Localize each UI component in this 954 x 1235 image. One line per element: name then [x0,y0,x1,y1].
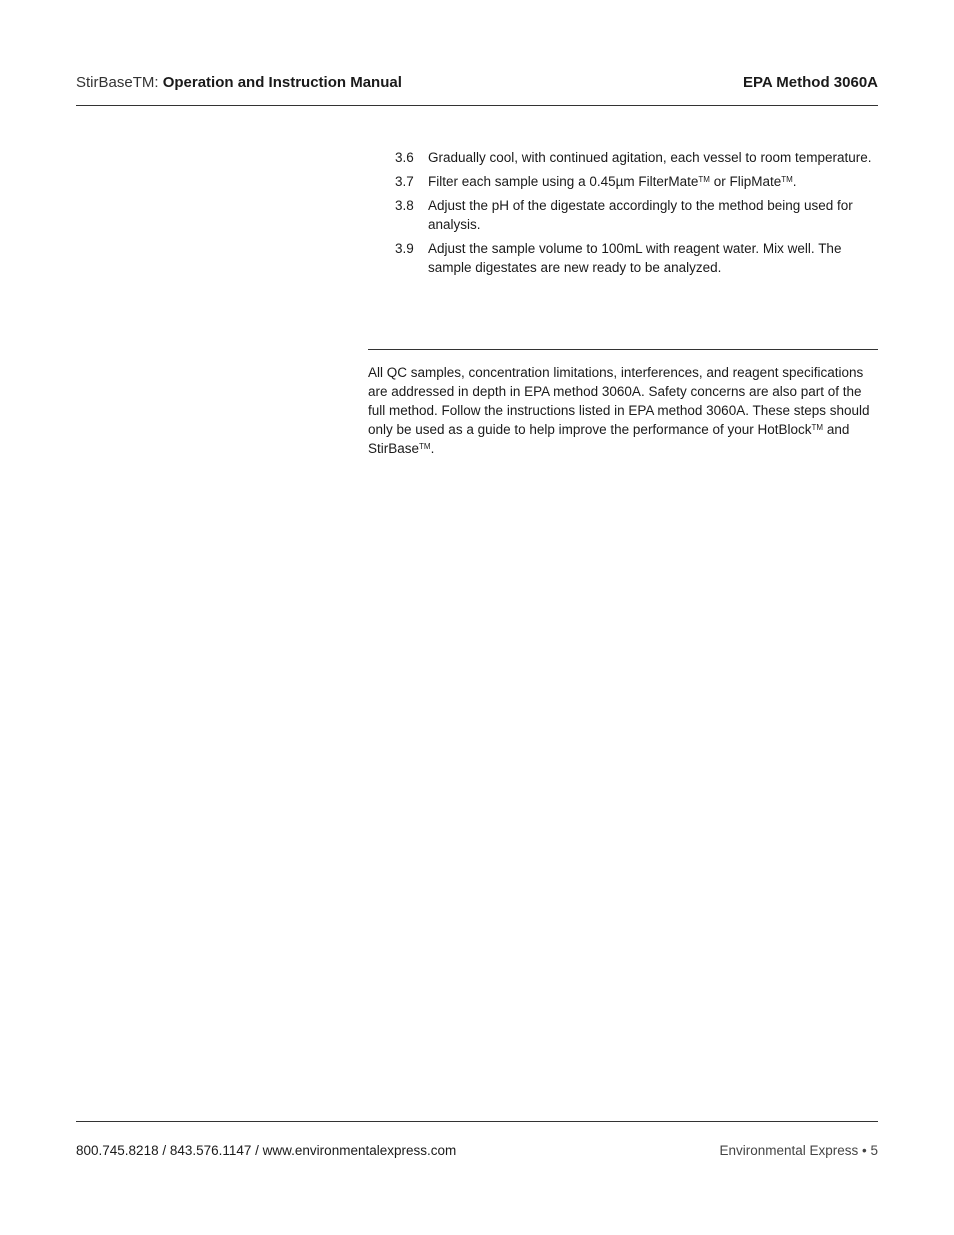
company-page-number: Environmental Express • 5 [719,1143,878,1158]
note-text-part: and StirBase [368,422,850,456]
footer-divider [76,1121,878,1122]
section-divider [368,349,878,350]
step-text: Adjust the pH of the digestate accordingly to the method being used for analysis. [428,198,853,232]
method-title: EPA Method 3060A [742,73,878,91]
note-text: All QC samples, concentration limitations, interferences, and reagent specifications are addressed in depth in EPA method 3060A. Safety concerns are also part of the full method. Follow the instructions listed in EPA method 3060A. These steps should only be used as a guide to help improve the performance of your HotBlock [368,365,870,437]
step-text: Gradually cool, with continued agitation, each vessel to room temperature. [428,150,872,165]
step-3-7 [395,172,883,191]
step-text: Adjust the sample volume to 100mL with reagent water. Mix well. The sample digestates are new ready to be analyzed. [428,241,842,275]
step-3-6 [395,148,883,167]
method-note [368,363,880,458]
step-3-9 [395,239,883,277]
manual-subtitle: Operation and Instruction Manual [162,73,402,91]
trademark-mark: TM [781,175,793,184]
step-number: 3.8 [395,198,414,213]
step-text-part: . [792,174,797,189]
page-header [76,70,878,94]
product-name: StirBaseTM: [76,73,159,91]
step-text-part: or FlipMate [709,174,782,189]
page-footer [76,1143,878,1158]
note-text-part: . [430,441,435,456]
trademark-mark: TM [419,442,431,451]
step-text-part: Filter each sample using a 0.45µm FilterMate [428,174,699,189]
contact-info: 800.745.8218 / 843.576.1147 / www.environmentalexpress.com [76,1143,457,1158]
procedure-steps [395,148,883,282]
step-text [428,172,883,191]
header-divider [76,105,878,106]
trademark-mark: TM [698,175,710,184]
step-number: 3.7 [395,174,414,189]
step-number: 3.9 [395,241,414,256]
header-title [76,74,402,91]
trademark-mark: TM [811,423,824,432]
step-number: 3.6 [395,150,414,165]
step-3-8 [395,196,883,234]
